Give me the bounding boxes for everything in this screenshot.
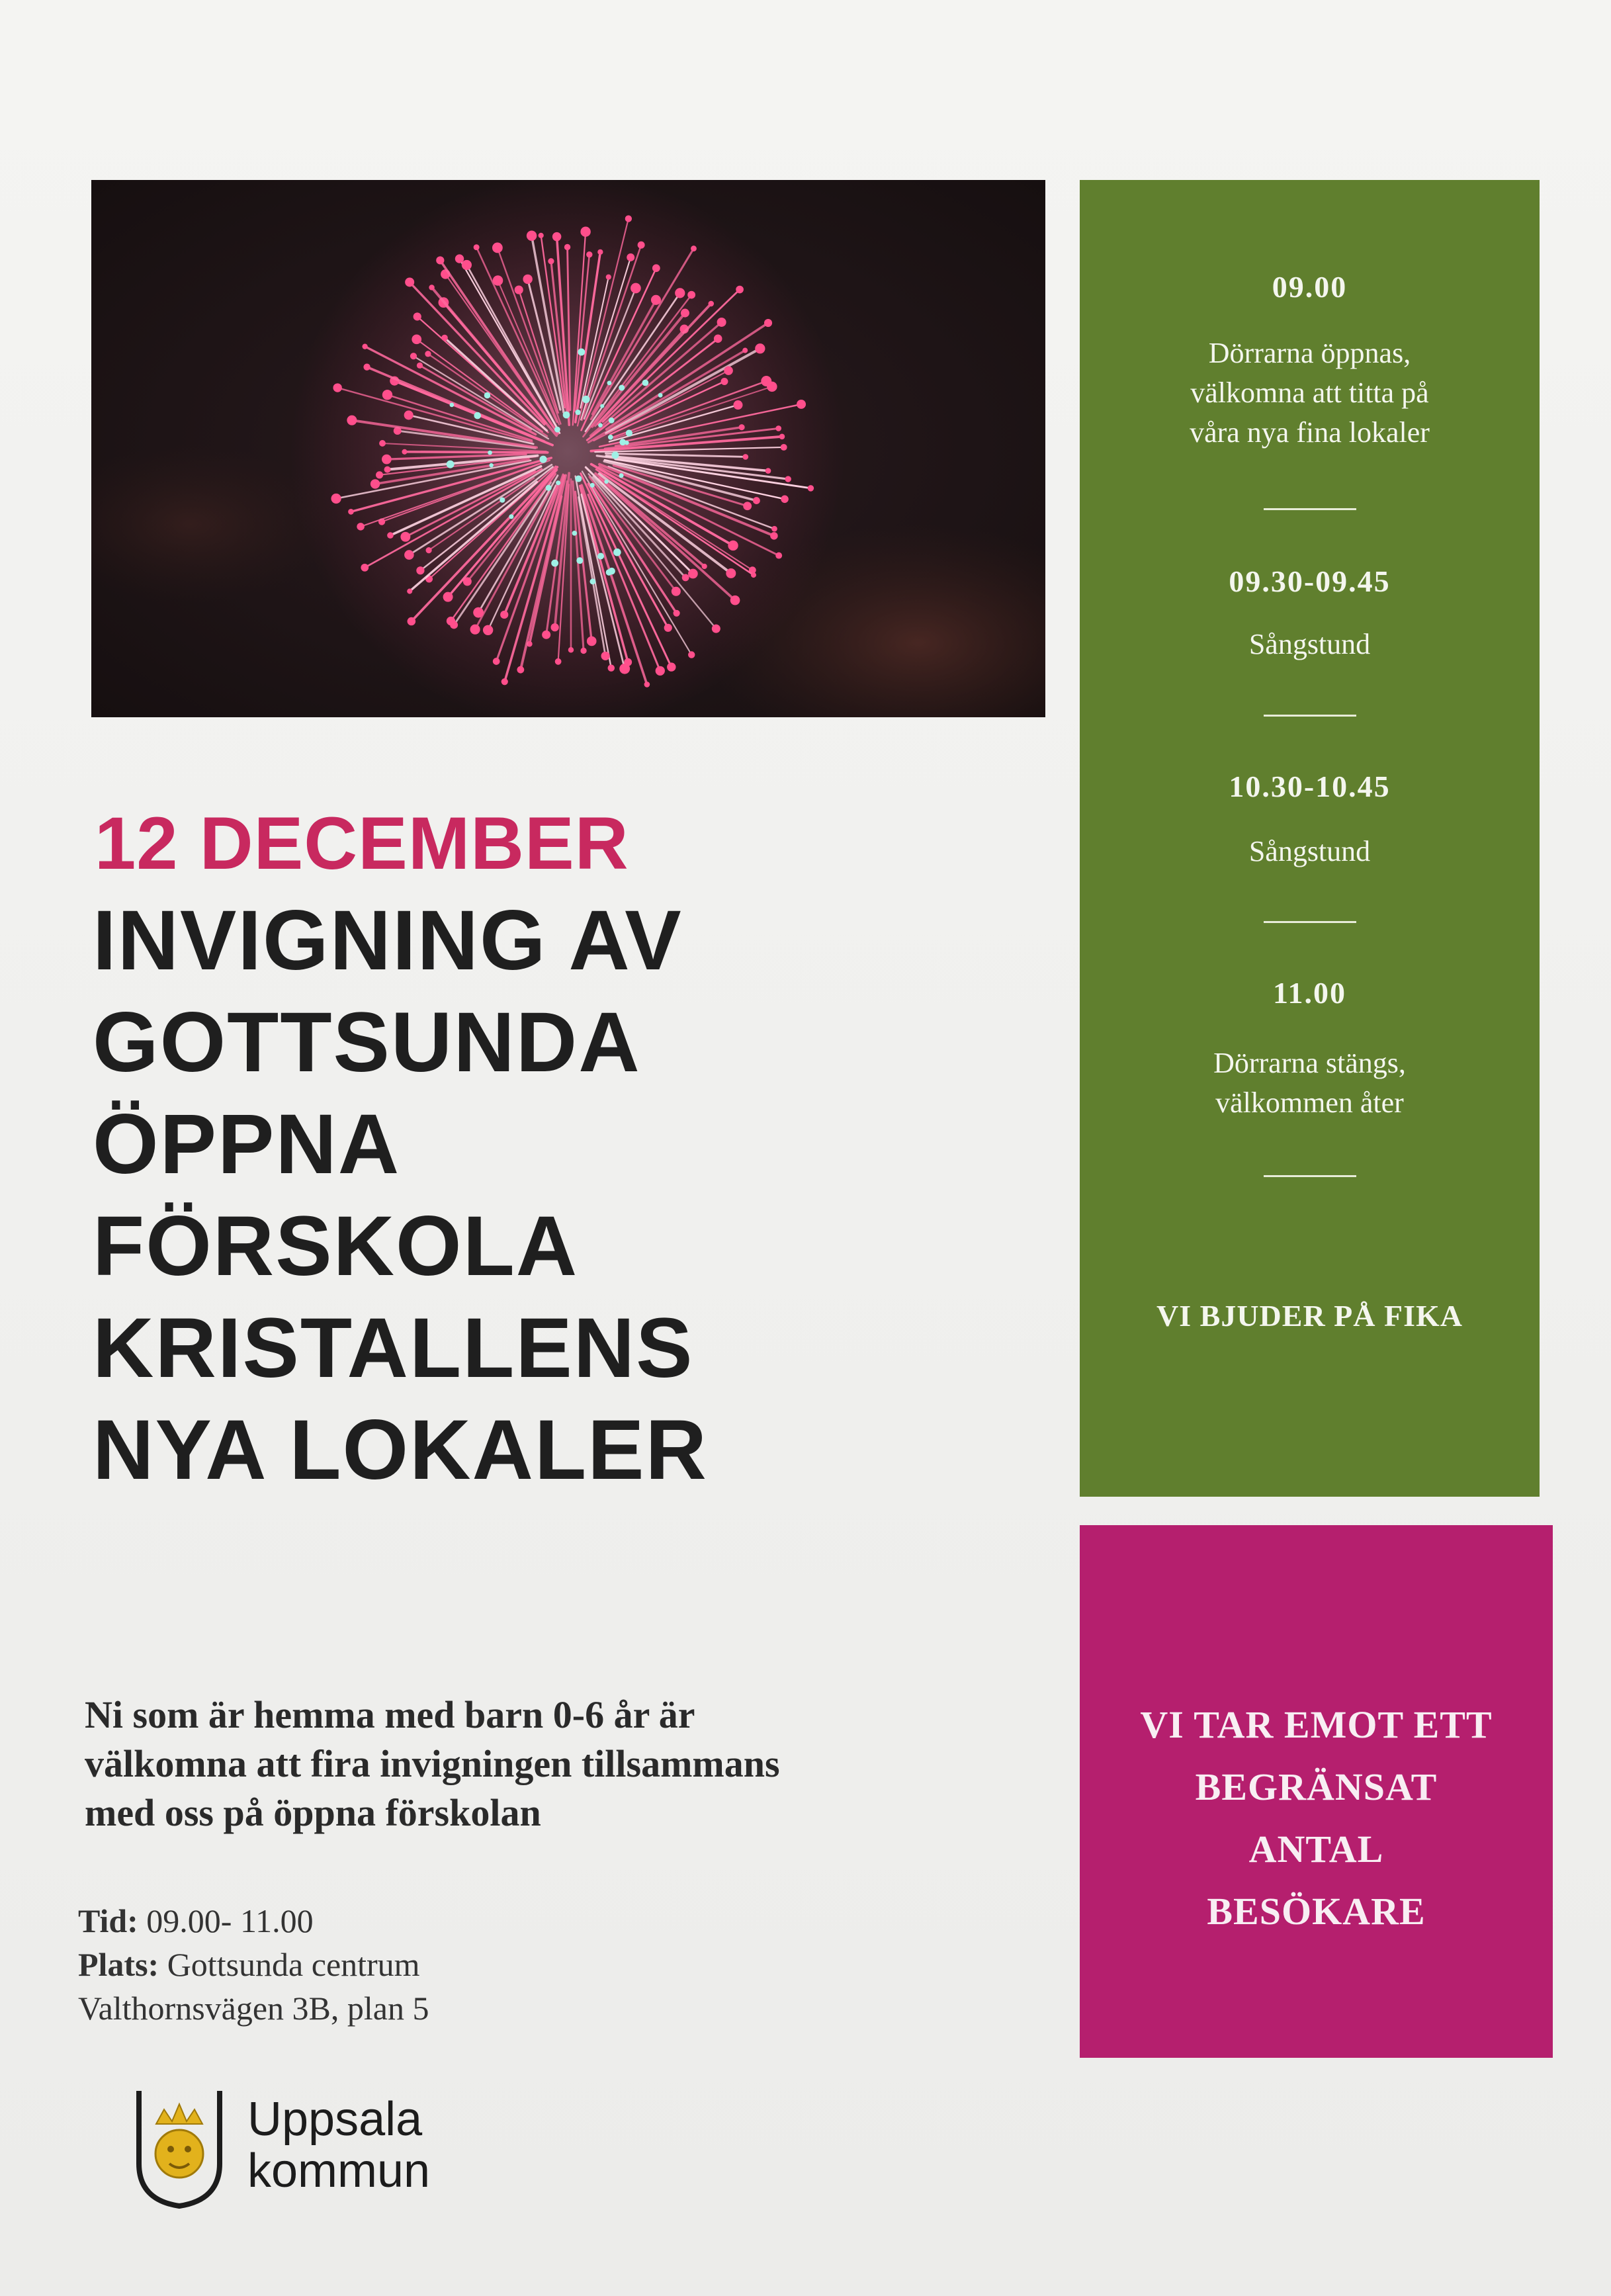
- slot-time: 09.30-09.45: [1229, 564, 1391, 598]
- firework-spark: [429, 285, 434, 290]
- event-date: 12 DECEMBER: [95, 802, 629, 885]
- logo-text: [247, 2094, 430, 2197]
- firework-spark: [551, 560, 558, 567]
- firework-spark: [488, 451, 492, 455]
- firework-spark: [426, 547, 432, 553]
- divider: [1264, 1175, 1356, 1177]
- firework-spark: [564, 244, 570, 250]
- intro-line: välkomna att fira invigningen tillsammans: [85, 1742, 780, 1785]
- uppsala-crest-icon: [130, 2084, 229, 2210]
- time-row: [78, 1899, 938, 1943]
- firework-spark: [348, 509, 354, 515]
- firework-spark: [609, 418, 615, 423]
- firework-spark: [517, 666, 524, 674]
- firework-spark: [753, 497, 760, 504]
- firework-spark: [509, 514, 513, 519]
- headline-line: KRISTALLENS: [93, 1301, 694, 1395]
- notice-panel: [1080, 1525, 1553, 2058]
- firework-spark: [447, 461, 455, 468]
- firework-spark: [473, 607, 484, 618]
- firework-spark: [483, 625, 493, 635]
- firework-spark: [613, 549, 621, 556]
- slot-time: 10.30-10.45: [1229, 770, 1391, 803]
- firework-spark: [712, 625, 720, 633]
- firework-spark: [556, 480, 560, 485]
- firework-spark: [598, 423, 603, 427]
- headline-line: NYA LOKALER: [93, 1403, 708, 1497]
- logo-line-1: Uppsala: [247, 2093, 423, 2146]
- slot-desc-line: Dörrarna öppnas,: [1208, 337, 1411, 369]
- firework-spark: [376, 471, 383, 478]
- firework-spark: [601, 652, 610, 660]
- firework-spark: [539, 233, 544, 238]
- headline-line: GOTTSUNDA: [93, 995, 641, 1090]
- slot-desc-line: välkommen åter: [1215, 1086, 1404, 1119]
- firework-spark: [404, 410, 414, 419]
- firework-spark: [608, 435, 613, 440]
- firework-spark: [728, 541, 738, 551]
- firework-spark: [554, 427, 560, 433]
- firework-spark: [382, 455, 392, 464]
- firework-spark: [408, 617, 416, 626]
- firework-spark: [751, 572, 756, 578]
- firework-spark: [597, 553, 604, 560]
- firework-spark: [362, 344, 367, 349]
- firework-spark: [384, 466, 391, 473]
- slot-desc: [1080, 832, 1540, 871]
- firework-spark: [527, 231, 537, 241]
- firework-spark: [770, 532, 778, 540]
- firework-spark: [580, 648, 586, 654]
- slot-desc-line: Dörrarna stängs,: [1213, 1047, 1406, 1079]
- firework-spark: [808, 485, 814, 492]
- place-row: [78, 1943, 938, 1986]
- firework-spark: [606, 275, 611, 280]
- firework-spark: [631, 283, 641, 294]
- firework-spark: [781, 496, 789, 504]
- firework-spark: [675, 288, 685, 298]
- firework-spark: [608, 664, 615, 672]
- firework-spark: [619, 384, 625, 390]
- place-label: Plats:: [78, 1946, 159, 1983]
- slot-desc: [1080, 1043, 1540, 1123]
- firework-spark: [462, 260, 472, 270]
- time-value: 09.00- 11.00: [146, 1902, 314, 1939]
- firework-spark: [642, 380, 649, 386]
- firework-spark: [672, 587, 681, 596]
- notice-text: [1093, 1694, 1540, 1943]
- firework-spark: [493, 658, 500, 665]
- firework-spark: [688, 569, 698, 579]
- firework-spark: [720, 378, 728, 385]
- firework-spark: [404, 550, 414, 560]
- firework-spark: [361, 564, 369, 572]
- intro-line: med oss på öppna förskolan: [85, 1791, 541, 1834]
- firework-spark: [606, 569, 613, 576]
- firework-spark: [736, 286, 744, 294]
- firework-spark: [447, 617, 455, 625]
- firework-spark: [474, 244, 480, 250]
- firework-spark: [688, 651, 695, 658]
- firework-spark: [489, 463, 493, 467]
- firework-spark: [542, 631, 550, 639]
- firework-spark: [400, 532, 410, 542]
- firework-spark: [656, 666, 665, 676]
- firework-spark: [681, 309, 689, 318]
- headline-line: FÖRSKOLA: [93, 1199, 579, 1294]
- firework-spark: [691, 245, 697, 251]
- firework-spark: [709, 301, 715, 307]
- firework-spark: [590, 483, 595, 488]
- firework-spark: [652, 264, 660, 272]
- firework-spark: [382, 390, 392, 400]
- firework-spark: [443, 592, 453, 602]
- headline-line: INVIGNING AV: [93, 893, 683, 988]
- firework-spark: [625, 215, 632, 222]
- firework-spark: [771, 526, 777, 532]
- firework-spark: [764, 319, 772, 327]
- firework-spark: [523, 275, 532, 284]
- firework-spark: [619, 439, 626, 445]
- schedule-panel: [1080, 180, 1540, 1497]
- firework-spark: [412, 334, 421, 344]
- firework-spark: [775, 425, 781, 431]
- firework-spark: [785, 476, 791, 482]
- firework-spark: [580, 226, 590, 236]
- firework-ray: [404, 452, 547, 453]
- firework-spark: [730, 596, 740, 605]
- intro-text: [85, 1691, 1064, 1837]
- firework-spark: [687, 291, 695, 299]
- firework-spark: [416, 566, 424, 574]
- headline-line: ÖPPNA: [93, 1097, 401, 1192]
- firework-spark: [589, 578, 595, 584]
- divider: [1264, 508, 1356, 510]
- firework-spark: [575, 410, 580, 415]
- divider: [1264, 921, 1356, 923]
- firework-spark: [436, 256, 444, 264]
- firework-spark: [405, 277, 414, 287]
- firework-spark: [470, 625, 480, 635]
- notice-line: BEGRÄNSAT: [1195, 1765, 1438, 1808]
- firework-spark: [797, 400, 806, 409]
- firework-spark: [619, 664, 630, 674]
- firework-spark: [658, 393, 663, 398]
- firework-spark: [417, 363, 423, 369]
- firework-spark: [492, 243, 503, 253]
- firework-spark: [717, 318, 726, 327]
- firework-spark: [742, 454, 748, 460]
- firework-spark: [578, 348, 585, 355]
- firework-spark: [576, 557, 583, 564]
- event-info: [78, 1899, 938, 2030]
- firework-spark: [425, 351, 431, 357]
- firework-spark: [619, 473, 624, 478]
- firework-spark: [600, 404, 604, 408]
- divider: [1264, 715, 1356, 717]
- firework-spark: [702, 564, 707, 569]
- firework-spark: [743, 502, 752, 510]
- firework-spark: [500, 498, 505, 503]
- firework-spark: [515, 286, 523, 294]
- firework-spark: [379, 440, 386, 447]
- firework-spark: [548, 258, 554, 264]
- firework-spark: [638, 242, 645, 249]
- firework-spark: [575, 475, 582, 482]
- firework-spark: [775, 552, 782, 559]
- firework-spark: [742, 348, 748, 353]
- firework-spark: [387, 532, 394, 539]
- firework-spark: [714, 335, 722, 343]
- firework-spark: [333, 383, 341, 392]
- firework-spark: [370, 479, 380, 488]
- firework-spark: [726, 568, 736, 578]
- firework-spark: [407, 589, 412, 594]
- firework-spark: [410, 353, 417, 359]
- firework-spark: [739, 424, 745, 430]
- firework-spark: [582, 396, 589, 403]
- firework-spark: [604, 480, 608, 484]
- notice-line: ANTAL: [1248, 1828, 1384, 1871]
- firework-spark: [607, 380, 612, 385]
- firework-spark: [765, 468, 771, 474]
- notice-line: BESÖKARE: [1207, 1890, 1426, 1933]
- firework-spark: [501, 678, 508, 685]
- firework-spark: [347, 416, 357, 425]
- firework-spark: [779, 434, 785, 440]
- logo-line-2: kommun: [247, 2144, 431, 2197]
- notice-line: VI TAR EMOT ETT: [1140, 1703, 1493, 1746]
- firework-spark: [586, 251, 592, 257]
- firework-spark: [546, 485, 552, 491]
- firework-spark: [674, 610, 680, 617]
- fika-text: VI BJUDER PÅ FIKA: [1156, 1299, 1463, 1333]
- uppsala-kommun-logo: [130, 2084, 527, 2210]
- slot-time: 09.00: [1272, 270, 1348, 304]
- firework-spark: [450, 403, 455, 408]
- firework-spark: [357, 523, 365, 531]
- firework-spark: [724, 366, 733, 375]
- firework-spark: [414, 312, 421, 320]
- intro-line: Ni som är hemma med barn 0-6 år är: [85, 1693, 695, 1736]
- firework-spark: [767, 382, 777, 392]
- place-value: Gottsunda centrum: [167, 1946, 420, 1983]
- firework-spark: [611, 451, 619, 459]
- firework-spark: [781, 444, 787, 451]
- firework-spark: [627, 253, 634, 261]
- firework-spark: [682, 574, 689, 581]
- slot-desc: [1080, 625, 1540, 664]
- firework-spark: [552, 232, 562, 242]
- firework-spark: [555, 658, 562, 665]
- firework-spark: [474, 412, 481, 419]
- firework-spark: [572, 531, 578, 536]
- firework-spark: [331, 494, 341, 504]
- slot-desc-line: Sångstund: [1248, 628, 1371, 660]
- headline: [93, 890, 1006, 1501]
- slot-desc-line: våra nya fina lokaler: [1190, 416, 1430, 449]
- firework-spark: [664, 624, 672, 632]
- firework-spark: [733, 400, 742, 410]
- address: Valthornsvägen 3B, plan 5: [78, 1990, 429, 2027]
- firework-spark: [455, 254, 464, 263]
- firework-spark: [626, 429, 632, 436]
- firework-spark: [540, 456, 547, 463]
- firework-spark: [493, 275, 503, 286]
- firework-spark: [597, 249, 603, 255]
- firework-spark: [550, 623, 558, 631]
- firework-spark: [484, 392, 491, 399]
- slot-desc-line: Sångstund: [1248, 835, 1371, 867]
- fireworks-illustration: [91, 180, 1045, 717]
- slot-desc: [1080, 333, 1540, 453]
- firework-spark: [568, 647, 574, 652]
- firework-spark: [651, 295, 661, 305]
- firework-spark: [644, 682, 650, 687]
- firework-spark: [587, 637, 597, 646]
- firework-spark: [563, 412, 570, 419]
- time-label: Tid:: [78, 1902, 138, 1939]
- slot-time: 11.00: [1273, 976, 1346, 1010]
- slot-desc-line: välkomna att titta på: [1190, 376, 1429, 409]
- firework-spark: [402, 449, 407, 455]
- fireworks-photo: [91, 180, 1045, 717]
- firework-spark: [441, 335, 448, 341]
- firework-spark: [363, 363, 370, 370]
- firework-spark: [500, 611, 508, 619]
- firework-spark: [755, 343, 765, 353]
- firework-spark: [667, 662, 675, 671]
